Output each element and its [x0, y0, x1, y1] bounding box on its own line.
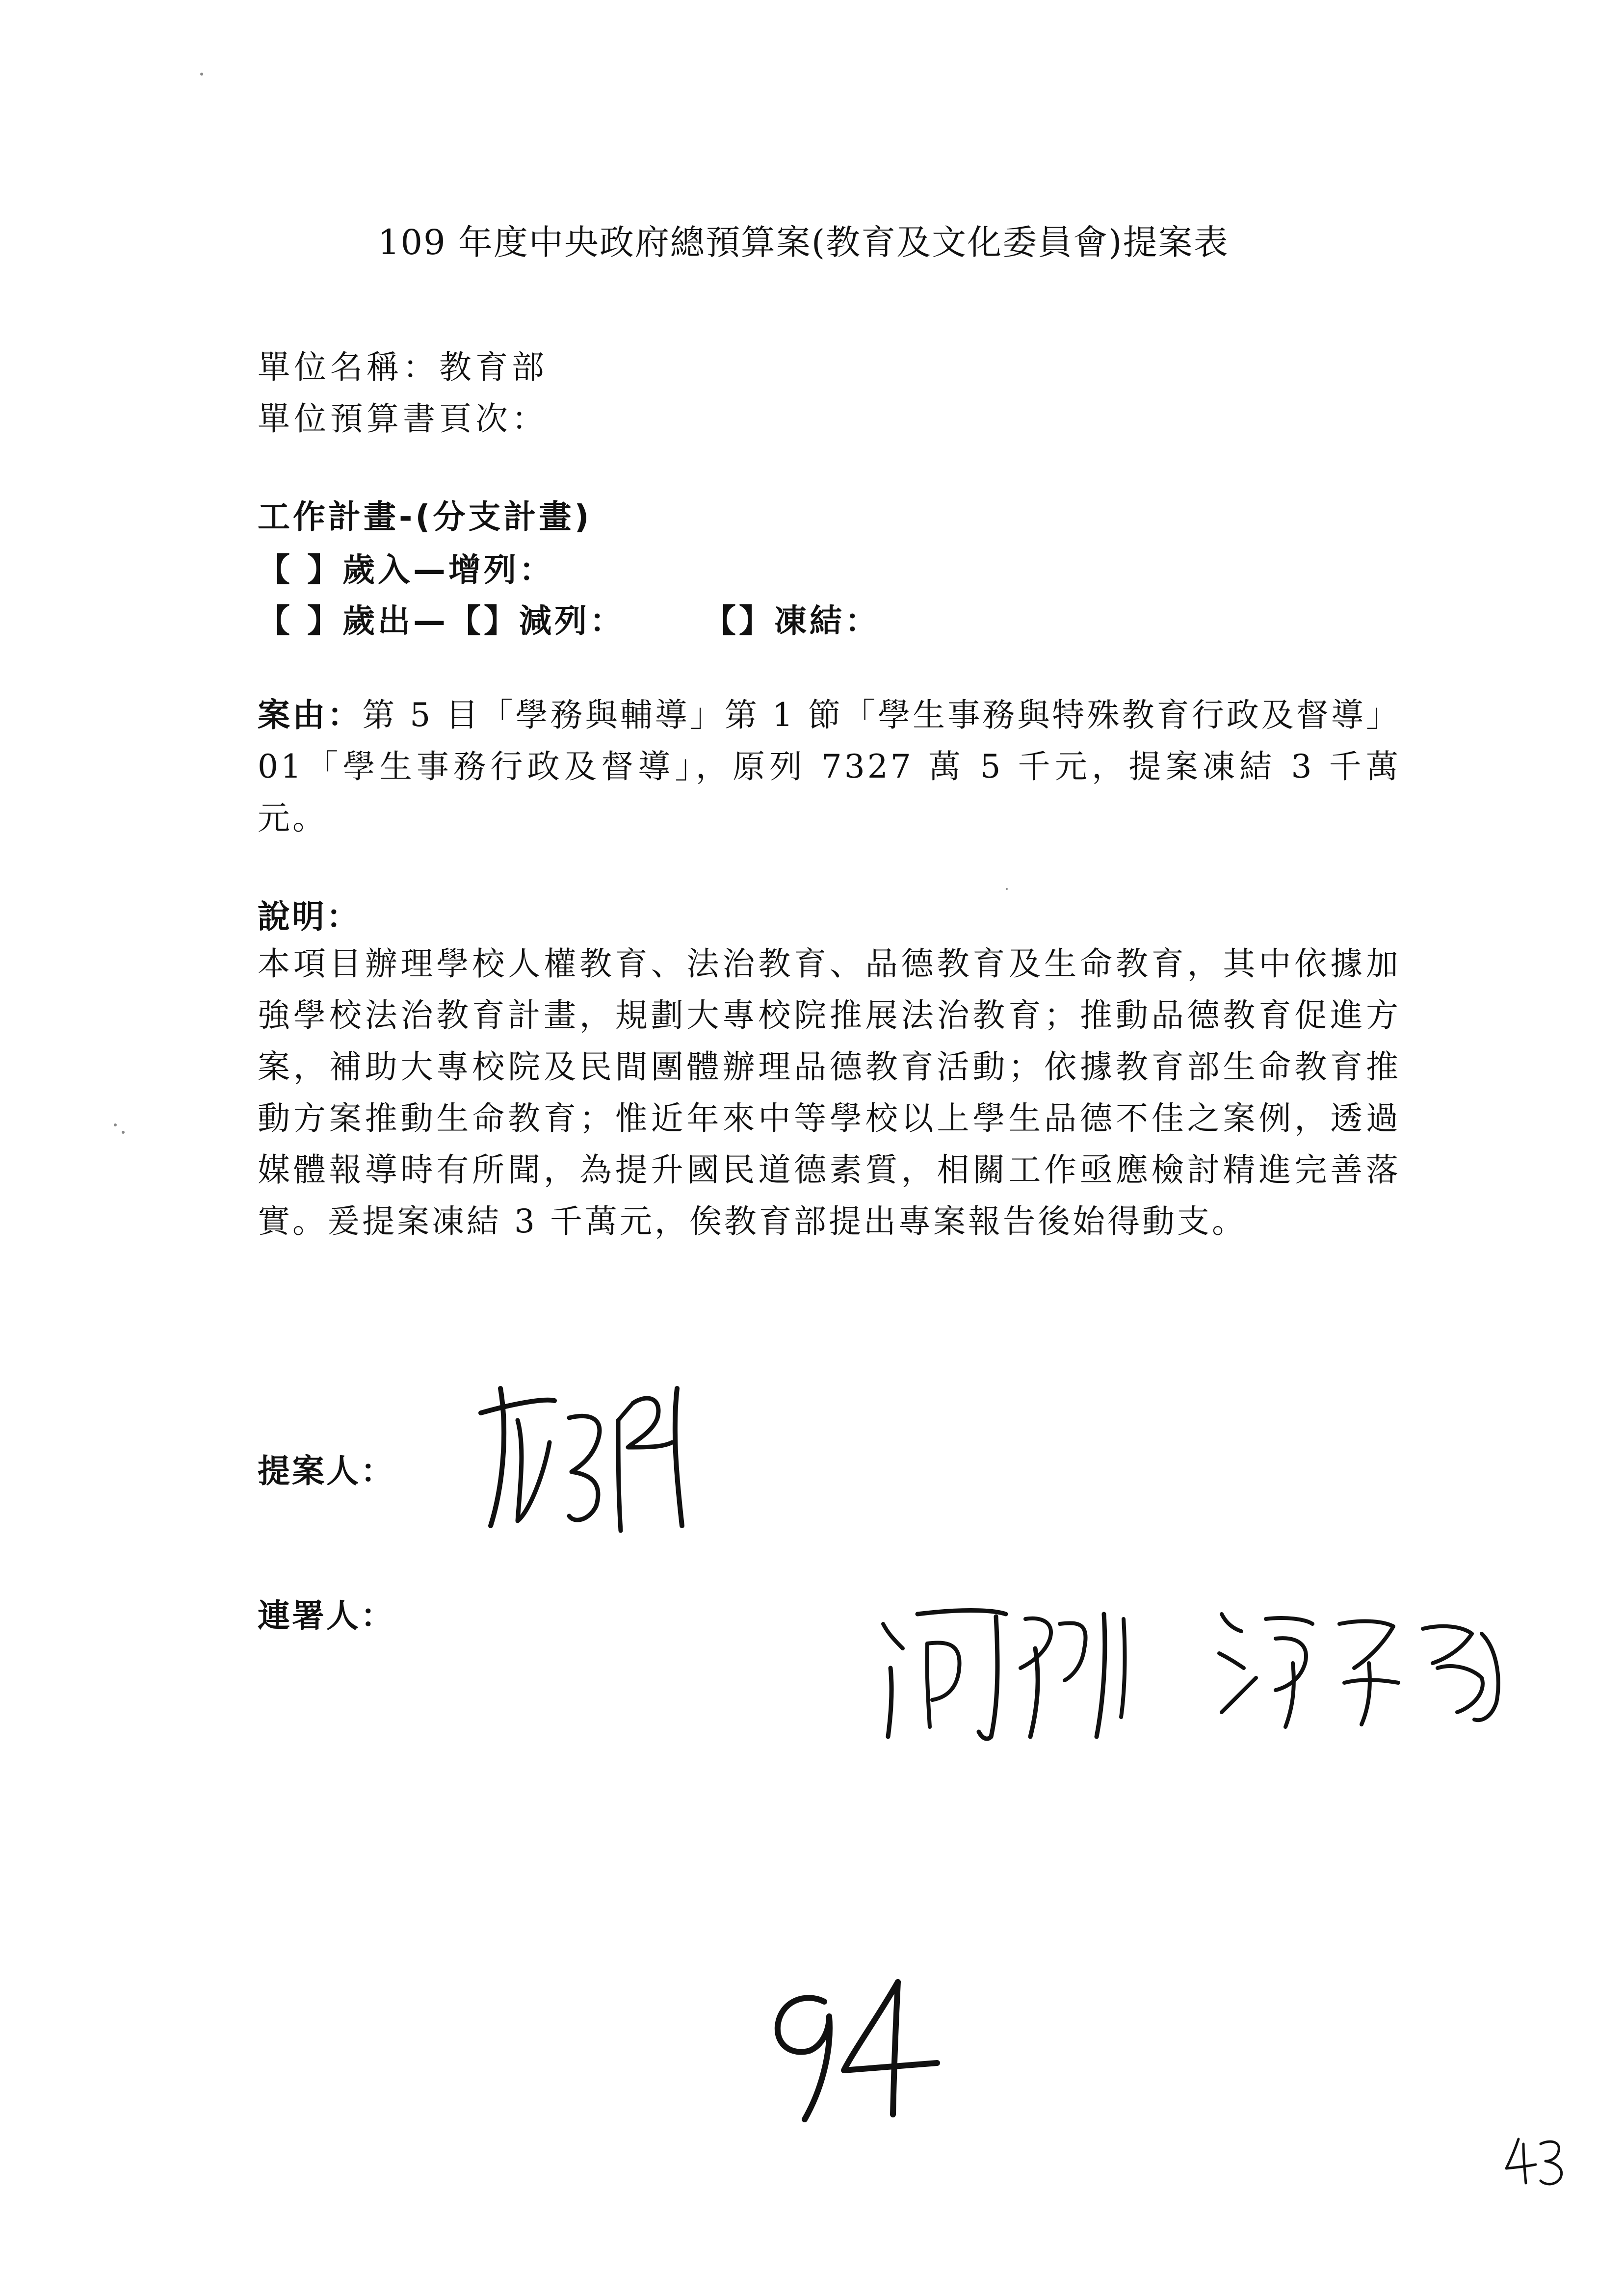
- page-number: [1501, 2134, 1570, 2188]
- proposer-label: 提案人：: [258, 1452, 395, 1490]
- scan-speck: [1006, 888, 1008, 890]
- case-text: 第 5 目「學務與輔導」第 1 節「學生事務與特殊教育行政及督導」01「學生事務行政及督導」，原列 7327 萬 5 千元，提案凍結 3 千萬元。: [258, 696, 1401, 837]
- handwritten-number: [751, 1972, 957, 2129]
- document-title: 109 年度中央政府總預算案(教育及文化委員會)提案表: [378, 222, 1229, 262]
- plan-title: 工作計畫-(分支計畫): [258, 498, 592, 536]
- revenue-line: 【 】歲入—增列：: [258, 551, 554, 589]
- proposer-signature: [471, 1374, 736, 1540]
- unit-name-label: 單位名稱：: [258, 348, 439, 386]
- explanation-text: 本項目辦理學校人權教育、法治教育、品德教育及生命教育，其中依據加強學校法治教育計畫，規劃大專校院推展法治教育；推動品德教育促進方案，補助大專校院及民間團體辦理品德教育活動；依據教育部生命教育推動方案推動生命教育；惟近年來中等學校以上學生品德不佳之案例，透過媒體報導時有所聞，為提升國民道德素質，相關工作亟應檢討精進完善落實。爰提案凍結 3 千萬元，俟教育部提出專案報告後始得動支。: [258, 945, 1401, 1240]
- freeze-label: 【】凍結：: [703, 602, 880, 640]
- scan-speck: [200, 73, 203, 76]
- scan-speck: [122, 1131, 125, 1134]
- cosigner-signature-1: [873, 1594, 1148, 1742]
- budget-page-label: 單位預算書頁次：: [258, 400, 548, 438]
- scan-speck: [114, 1123, 117, 1126]
- case-label: 案由：: [258, 696, 363, 734]
- unit-name-row: [258, 341, 548, 388]
- case-section: [258, 689, 1401, 844]
- expenditure-prefix: 【 】歲出—【】減列：: [258, 602, 625, 640]
- explanation-label: 說明：: [258, 898, 361, 936]
- cosigner-signature-2: [1207, 1590, 1531, 1737]
- cosigner-label: 連署人：: [258, 1597, 395, 1635]
- unit-name-value: 教育部: [439, 348, 548, 386]
- expenditure-line: [258, 595, 880, 641]
